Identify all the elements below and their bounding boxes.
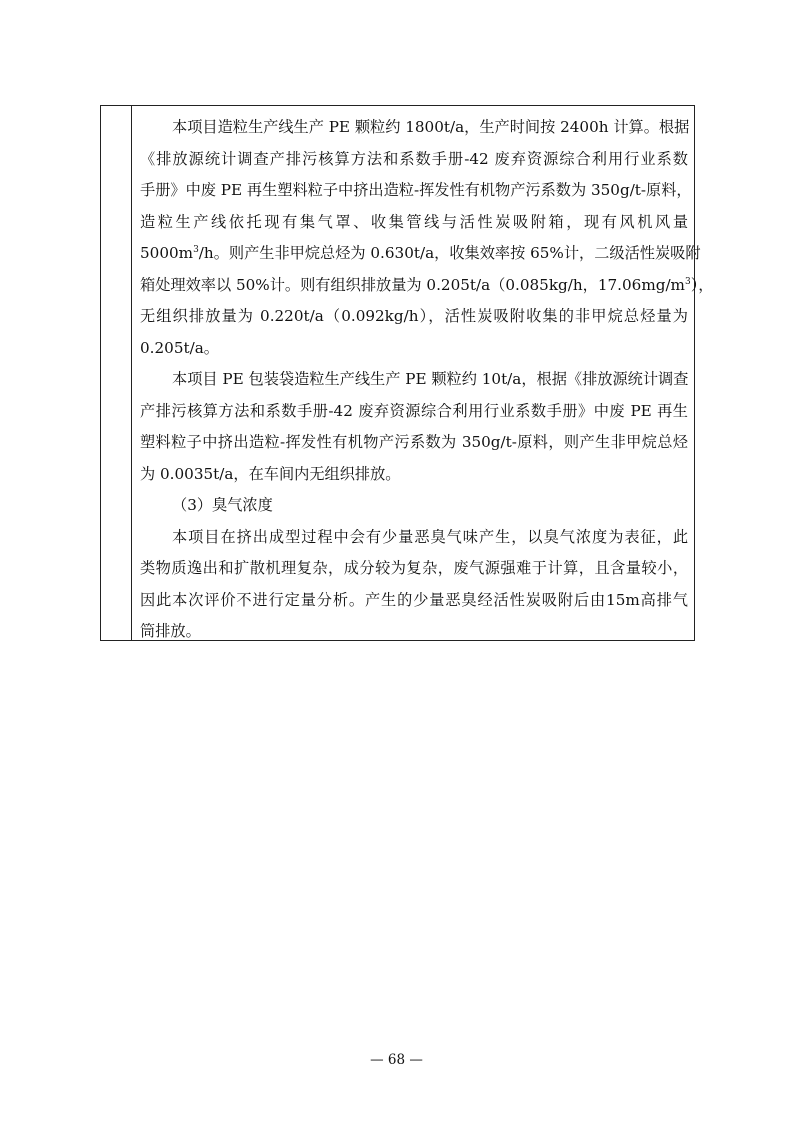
text-fragment: 箱处理效率以 50%计。则有组织排放量为 0.205t/a（0.085kg/h，17.06mg/m: [140, 275, 685, 294]
text-line: 产排污核算方法和系数手册-42 废弃资源综合利用行业系数手册》中废 PE 再生: [140, 401, 688, 420]
text-line: 手册》中废 PE 再生塑料粒子中挤出造粒-挥发性有机物产污系数为 350g/t-原料，: [140, 181, 692, 199]
text-line: 本项目在挤出成型过程中会有少量恶臭气味产生，以臭气浓度为表征，此: [172, 527, 688, 546]
table-cell-content: [140, 112, 714, 648]
text-fragment: /h。则产生非甲烷总烃为 0.630t/a，收集效率按 65%计，二级活性炭吸附: [198, 244, 701, 262]
text-line: 《排放源统计调查产排污核算方法和系数手册-42 废弃资源综合利用行业系数: [140, 149, 688, 168]
text-fragment: ），: [690, 275, 714, 294]
paragraph-pellet-line: [140, 112, 714, 364]
text-fragment: 5000m: [140, 244, 194, 262]
text-line: 本项目 PE 包装袋造粒生产线生产 PE 颗粒约 10t/a，根据《排放源统计调查: [172, 370, 689, 388]
table-column-divider: [131, 106, 132, 640]
text-line: 无组织排放量为 0.220t/a（0.092kg/h），活性炭吸附收集的非甲烷总烃量为: [140, 307, 688, 325]
text-line: 0.205t/a。: [140, 338, 219, 357]
text-line: [140, 270, 714, 302]
text-line: 塑料粒子中挤出造粒-挥发性有机物产污系数为 350g/t-原料，则产生非甲烷总烃: [140, 433, 688, 451]
paragraph-bag-line: [140, 364, 688, 490]
page-number: — 68 —: [370, 1052, 423, 1068]
text-line: 因此本次评价不进行定量分析。产生的少量恶臭经活性炭吸附后由15m高排气: [140, 590, 688, 609]
section-heading-odor: （3）臭气浓度: [172, 496, 273, 514]
text-line: 类物质逸出和扩散机理复杂，成分较为复杂，废气源强难于计算，且含量较小，: [140, 559, 688, 577]
superscript: 3: [684, 276, 691, 287]
paragraph-odor: [140, 522, 688, 648]
text-line: 为 0.0035t/a，在车间内无组织排放。: [140, 464, 401, 483]
text-line: 造粒生产线依托现有集气罩、收集管线与活性炭吸附箱，现有风机风量: [140, 212, 688, 231]
text-line: [140, 238, 701, 270]
text-line: 本项目造粒生产线生产 PE 颗粒约 1800t/a，生产时间按 2400h 计算。根据: [172, 118, 690, 136]
text-line: 筒排放。: [140, 622, 201, 640]
superscript: 3: [193, 245, 199, 255]
